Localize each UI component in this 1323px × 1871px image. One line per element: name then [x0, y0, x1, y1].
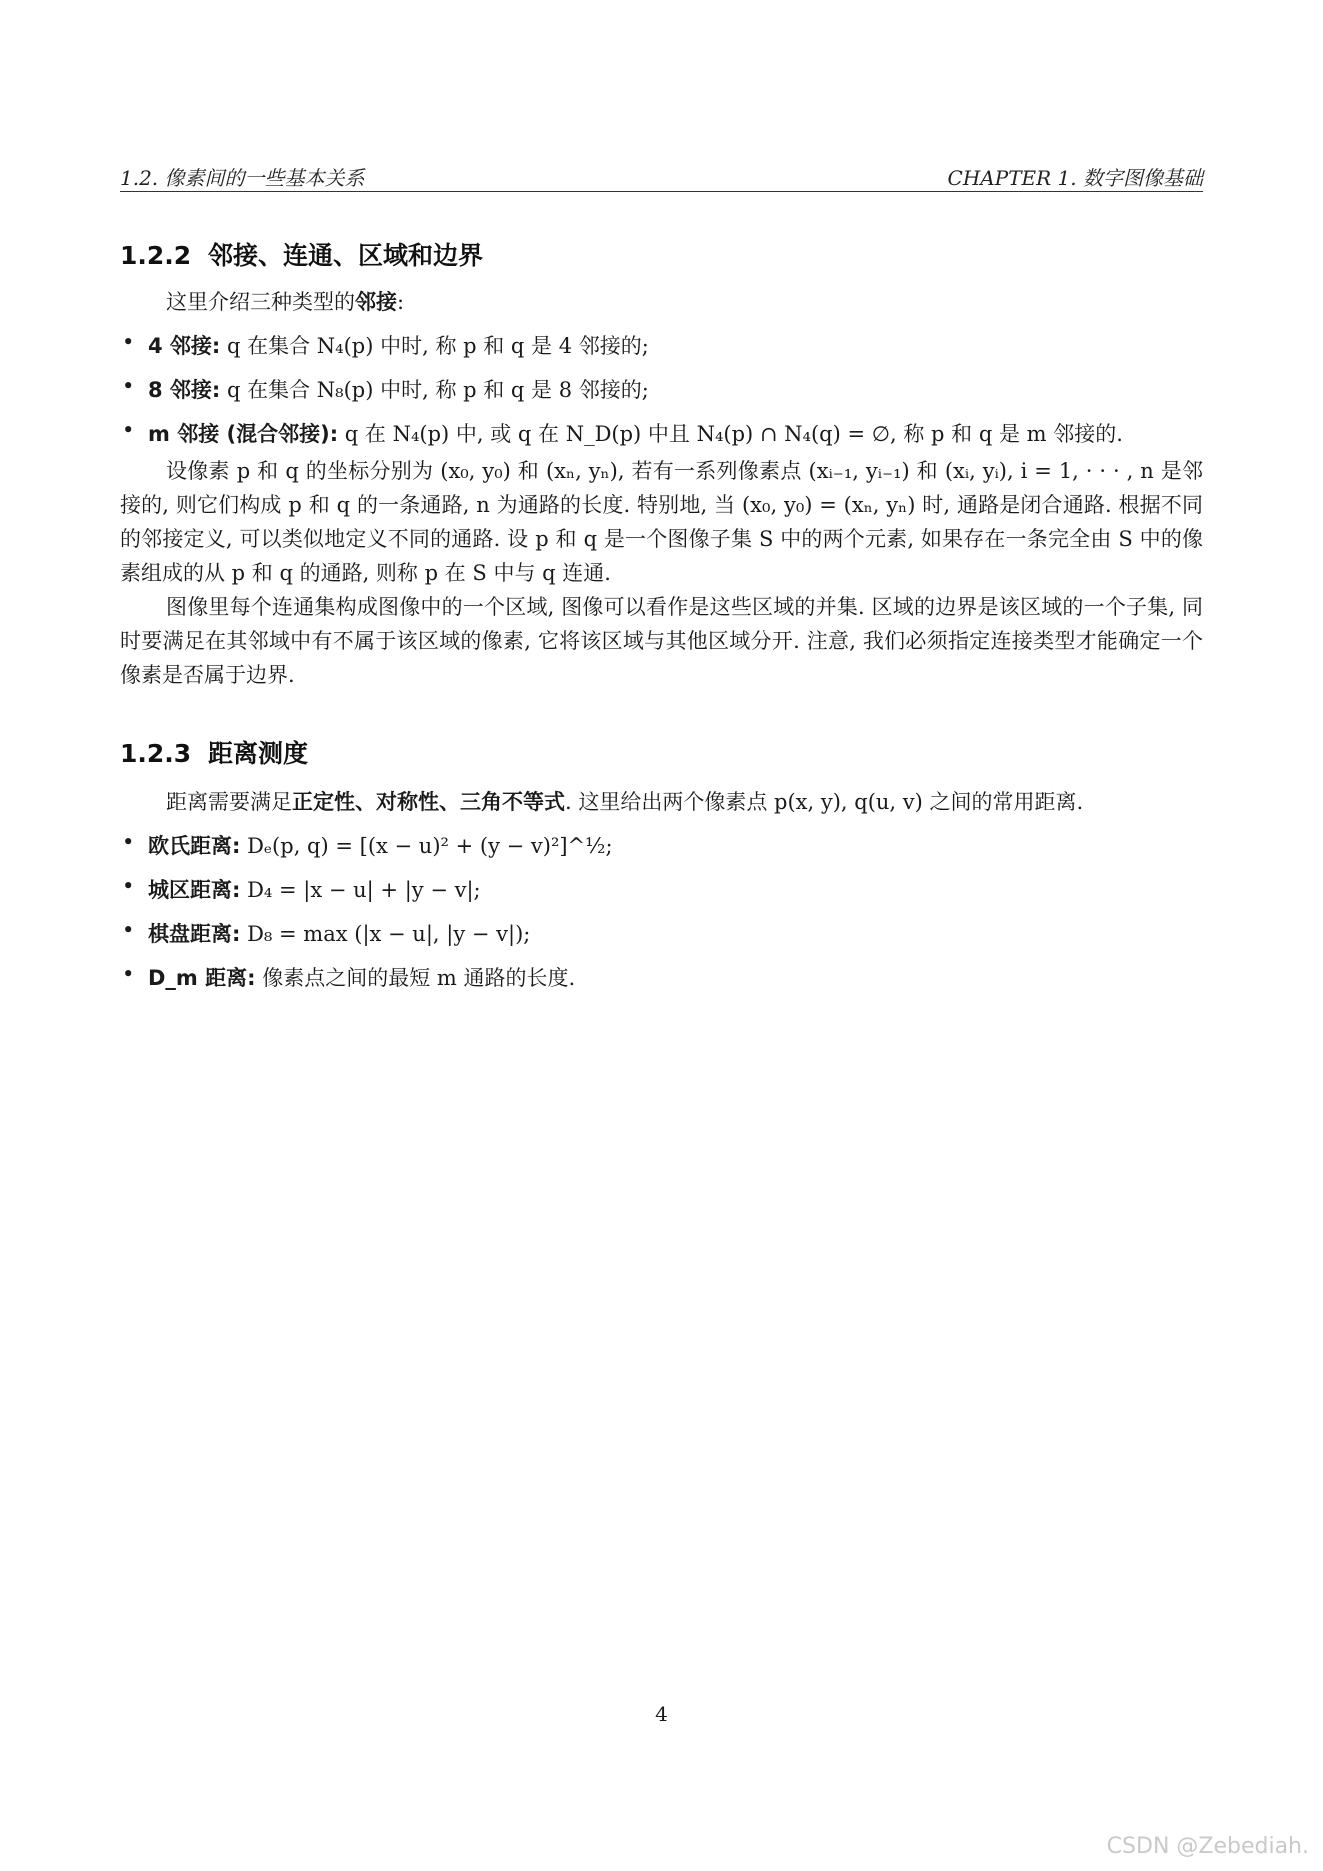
section-intro	[120, 786, 1249, 816]
section-number: 1.2.3	[120, 739, 192, 768]
list-item	[148, 918, 530, 948]
header-rule	[120, 191, 1203, 192]
bullet-label: m 邻接 (混合邻接):	[148, 422, 339, 446]
bullet-label: 8 邻接:	[148, 378, 221, 402]
section-number: 1.2.2	[120, 241, 192, 270]
bullet-text: D₈ = max (|x − u|, |y − v|);	[247, 922, 531, 946]
bullet-text: D₄ = |x − u| + |y − v|;	[247, 878, 481, 902]
list-item	[148, 874, 481, 904]
list-item	[148, 830, 613, 860]
bullet-label: 棋盘距离:	[148, 922, 241, 946]
section-heading-adjacency	[120, 236, 483, 272]
bullet-text: 像素点之间的最短 m 通路的长度.	[262, 966, 576, 990]
section-title: 邻接、连通、区域和边界	[208, 241, 484, 270]
list-item	[148, 374, 649, 404]
list-item	[148, 962, 575, 992]
section-intro	[120, 286, 1249, 316]
bullet-text: q 在 N₄(p) 中, 或 q 在 N_D(p) 中且 N₄(p) ∩ N₄(q) = ∅, 称 p 和 q 是 m 邻接的.	[344, 422, 1123, 446]
paragraph-path: 设像素 p 和 q 的坐标分别为 (x₀, y₀) 和 (xₙ, yₙ), 若有一系列像素点 (xᵢ₋₁, yᵢ₋₁) 和 (xᵢ, yᵢ), i = 1, · · · , n 是邻接的, 则它们构成 p 和 q 的一条通路, n 为通路的长度. 特别地, 当 (x₀, y₀) = (xₙ, yₙ) 时, 通路是闭合通路. 根据不同的邻接定义, 可以类似地定义不同的通路. 设 p 和 q 是一个图像子集 S 中的两个元素, 如果存在一条完全由 S 中的像素组成的从 p 和 q 的通路, 则称 p 在 S 中与 q 连通.	[120, 459, 1203, 585]
bullet-text: q 在集合 N₈(p) 中时, 称 p 和 q 是 8 邻接的;	[227, 378, 649, 402]
intro-bold-term: 正定性、对称性、三角不等式	[292, 790, 565, 814]
bullet-text: q 在集合 N₄(p) 中时, 称 p 和 q 是 4 邻接的;	[227, 334, 649, 358]
list-item	[148, 330, 649, 360]
intro-bold-term: 邻接	[355, 290, 397, 314]
watermark: CSDN @Zebediah.	[1106, 1834, 1309, 1859]
bullet-label: 欧氏距离:	[148, 834, 241, 858]
running-header-right: CHAPTER 1. 数字图像基础	[947, 166, 1203, 190]
list-item	[148, 418, 1123, 448]
section-heading-distance	[120, 734, 308, 770]
bullet-label: D_m 距离:	[148, 966, 256, 990]
intro-text: 距离需要满足	[166, 790, 292, 814]
bullet-text: Dₑ(p, q) = [(x − u)² + (y − v)²]^½;	[247, 834, 613, 858]
section-title: 距离测度	[208, 739, 309, 768]
running-header-left: 1.2. 像素间的一些基本关系	[120, 166, 365, 190]
paragraph-region: 图像里每个连通集构成图像中的一个区域, 图像可以看作是这些区域的并集. 区域的边界是该区域的一个子集, 同时要满足在其邻域中有不属于该区域的像素, 它将该区域与其他区域分开. 注意, 我们必须指定连接类型才能确定一个像素是否属于边界.	[120, 595, 1203, 687]
page-number: 4	[655, 1702, 668, 1726]
intro-suffix: :	[397, 290, 405, 314]
intro-text: 这里介绍三种类型的	[166, 290, 355, 314]
intro-suffix: . 这里给出两个像素点 p(x, y), q(u, v) 之间的常用距离.	[565, 790, 1084, 814]
bullet-label: 4 邻接:	[148, 334, 221, 358]
bullet-label: 城区距离:	[148, 878, 241, 902]
